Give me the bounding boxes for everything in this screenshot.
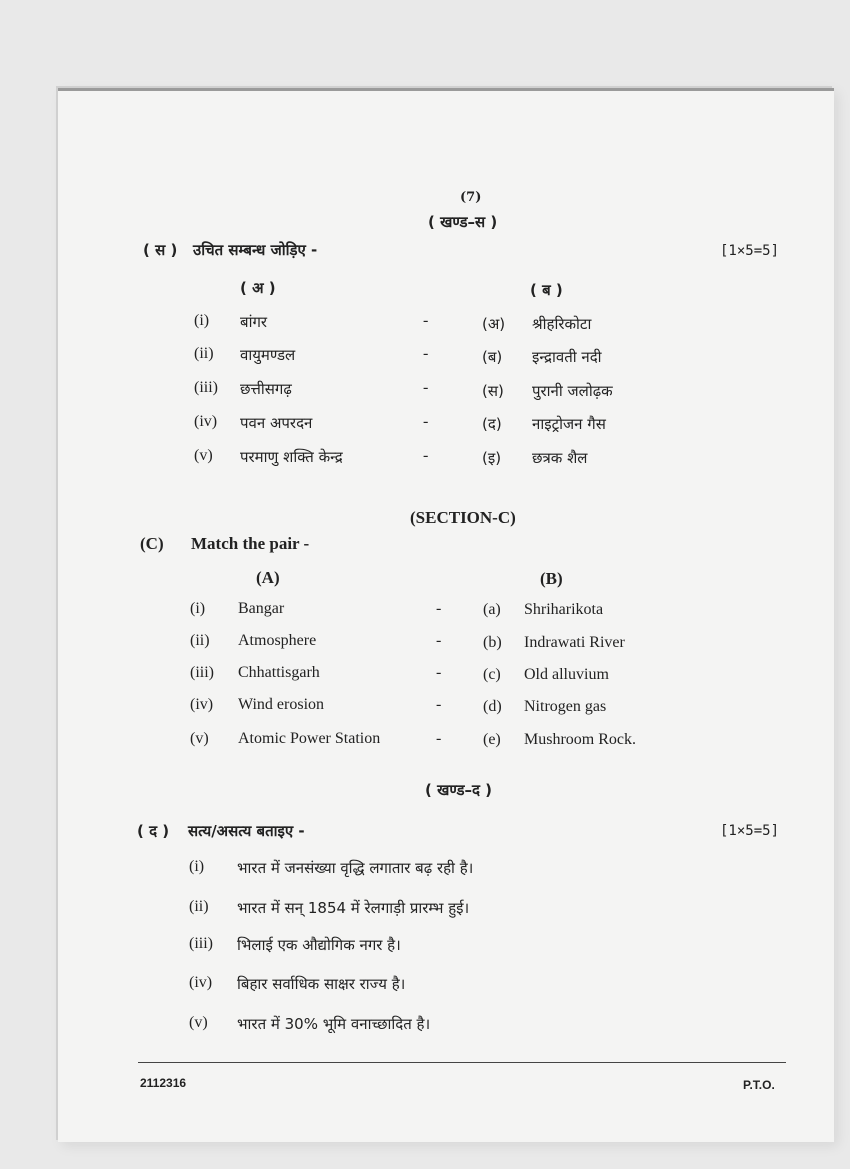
row-dash: - xyxy=(423,345,429,362)
row-dash: - xyxy=(436,730,442,747)
column-b-letter: (इ) xyxy=(482,449,502,467)
item-number: (iv) xyxy=(189,974,213,991)
khand-da-heading: ( खण्ड–द ) xyxy=(425,781,493,799)
row-number: (iii) xyxy=(194,379,218,396)
column-b-letter: (b) xyxy=(483,634,502,651)
item-statement: भिलाई एक औद्योगिक नगर है। xyxy=(237,936,401,954)
row-number: (iv) xyxy=(190,696,214,713)
item-number: (v) xyxy=(189,1014,208,1031)
column-b-item: Shriharikota xyxy=(524,601,604,618)
column-b-item: Old alluvium xyxy=(524,666,609,683)
row-dash: - xyxy=(436,664,442,681)
column-b-item: नाइट्रोजन गैस xyxy=(532,415,606,433)
row-number: (ii) xyxy=(194,345,214,362)
row-dash: - xyxy=(423,413,429,430)
column-a-item: परमाणु शक्ति केन्द्र xyxy=(240,448,343,466)
page-top-edge xyxy=(58,88,834,91)
item-statement: भारत में जनसंख्या वृद्धि लगातार बढ़ रही है। xyxy=(237,859,474,877)
column-b-letter: (स) xyxy=(482,382,504,400)
column-b-item: Nitrogen gas xyxy=(524,698,607,715)
column-b-letter: (a) xyxy=(483,601,501,618)
column-a-item: छत्तीसगढ़ xyxy=(240,380,292,398)
column-a-item: Atmosphere xyxy=(238,632,317,649)
column-b-item: इन्द्रावती नदी xyxy=(532,348,602,366)
section-c-col-b: (B) xyxy=(540,569,563,588)
khand-da-label: ( द ) xyxy=(137,822,170,840)
pto-label: P.T.O. xyxy=(743,1078,775,1092)
page-number: (7) xyxy=(460,190,482,205)
section-c-heading: (SECTION-C) xyxy=(410,508,516,527)
column-a-item: Wind erosion xyxy=(238,696,325,713)
khand-sa-instruction: उचित सम्बन्ध जोड़िए - xyxy=(193,241,318,259)
row-number: (i) xyxy=(190,600,206,617)
column-a-item: Bangar xyxy=(238,600,285,617)
row-dash: - xyxy=(436,600,442,617)
column-b-letter: (द) xyxy=(482,415,502,433)
column-b-letter: (ब) xyxy=(482,348,503,366)
column-a-item: वायुमण्डल xyxy=(240,346,296,364)
row-dash: - xyxy=(423,379,429,396)
column-b-item: Mushroom Rock. xyxy=(524,731,636,748)
item-statement: भारत में सन् 1854 में रेलगाड़ी प्रारम्भ हुई। xyxy=(237,899,470,917)
column-b-letter: (c) xyxy=(483,666,501,683)
section-c-label: (C) xyxy=(140,534,164,553)
column-b-item: श्रीहरिकोटा xyxy=(532,315,592,333)
khand-sa-col-a: ( अ ) xyxy=(240,279,276,297)
row-number: (iii) xyxy=(190,664,214,681)
row-number: (v) xyxy=(194,447,213,464)
row-number: (ii) xyxy=(190,632,210,649)
row-dash: - xyxy=(436,696,442,713)
column-b-item: Indrawati River xyxy=(524,634,625,651)
footer-divider xyxy=(138,1062,786,1063)
khand-da-instruction: सत्य/असत्य बताइए - xyxy=(188,822,305,840)
item-statement: भारत में 30% भूमि वनाच्छादित है। xyxy=(237,1015,431,1033)
section-c-col-a: (A) xyxy=(256,568,280,587)
column-a-item: Chhattisgarh xyxy=(238,664,320,681)
row-dash: - xyxy=(423,312,429,329)
item-statement: बिहार सर्वाधिक साक्षर राज्य है। xyxy=(237,975,406,993)
column-b-letter: (अ) xyxy=(482,315,506,333)
column-a-item: बांगर xyxy=(240,313,268,331)
item-number: (i) xyxy=(189,858,205,875)
row-dash: - xyxy=(423,447,429,464)
paper-code: 2112316 xyxy=(140,1076,187,1090)
column-b-letter: (e) xyxy=(483,731,501,748)
column-a-item: Atomic Power Station xyxy=(238,730,381,747)
khand-sa-col-b: ( ब ) xyxy=(530,281,563,299)
khand-da-marks: [1×5=5] xyxy=(720,823,780,839)
column-a-item: पवन अपरदन xyxy=(240,414,313,432)
item-number: (ii) xyxy=(189,898,209,915)
khand-sa-heading: ( खण्ड–स ) xyxy=(428,213,498,231)
column-b-item: छत्रक शैल xyxy=(532,449,588,467)
row-number: (i) xyxy=(194,312,210,329)
row-number: (v) xyxy=(190,730,209,747)
row-dash: - xyxy=(436,632,442,649)
column-b-item: पुरानी जलोढ़क xyxy=(532,382,613,400)
column-b-letter: (d) xyxy=(483,698,502,715)
item-number: (iii) xyxy=(189,935,213,952)
khand-sa-label: ( स ) xyxy=(143,241,178,259)
row-number: (iv) xyxy=(194,413,218,430)
khand-sa-marks: [1×5=5] xyxy=(720,243,780,259)
section-c-instruction: Match the pair - xyxy=(191,534,310,553)
